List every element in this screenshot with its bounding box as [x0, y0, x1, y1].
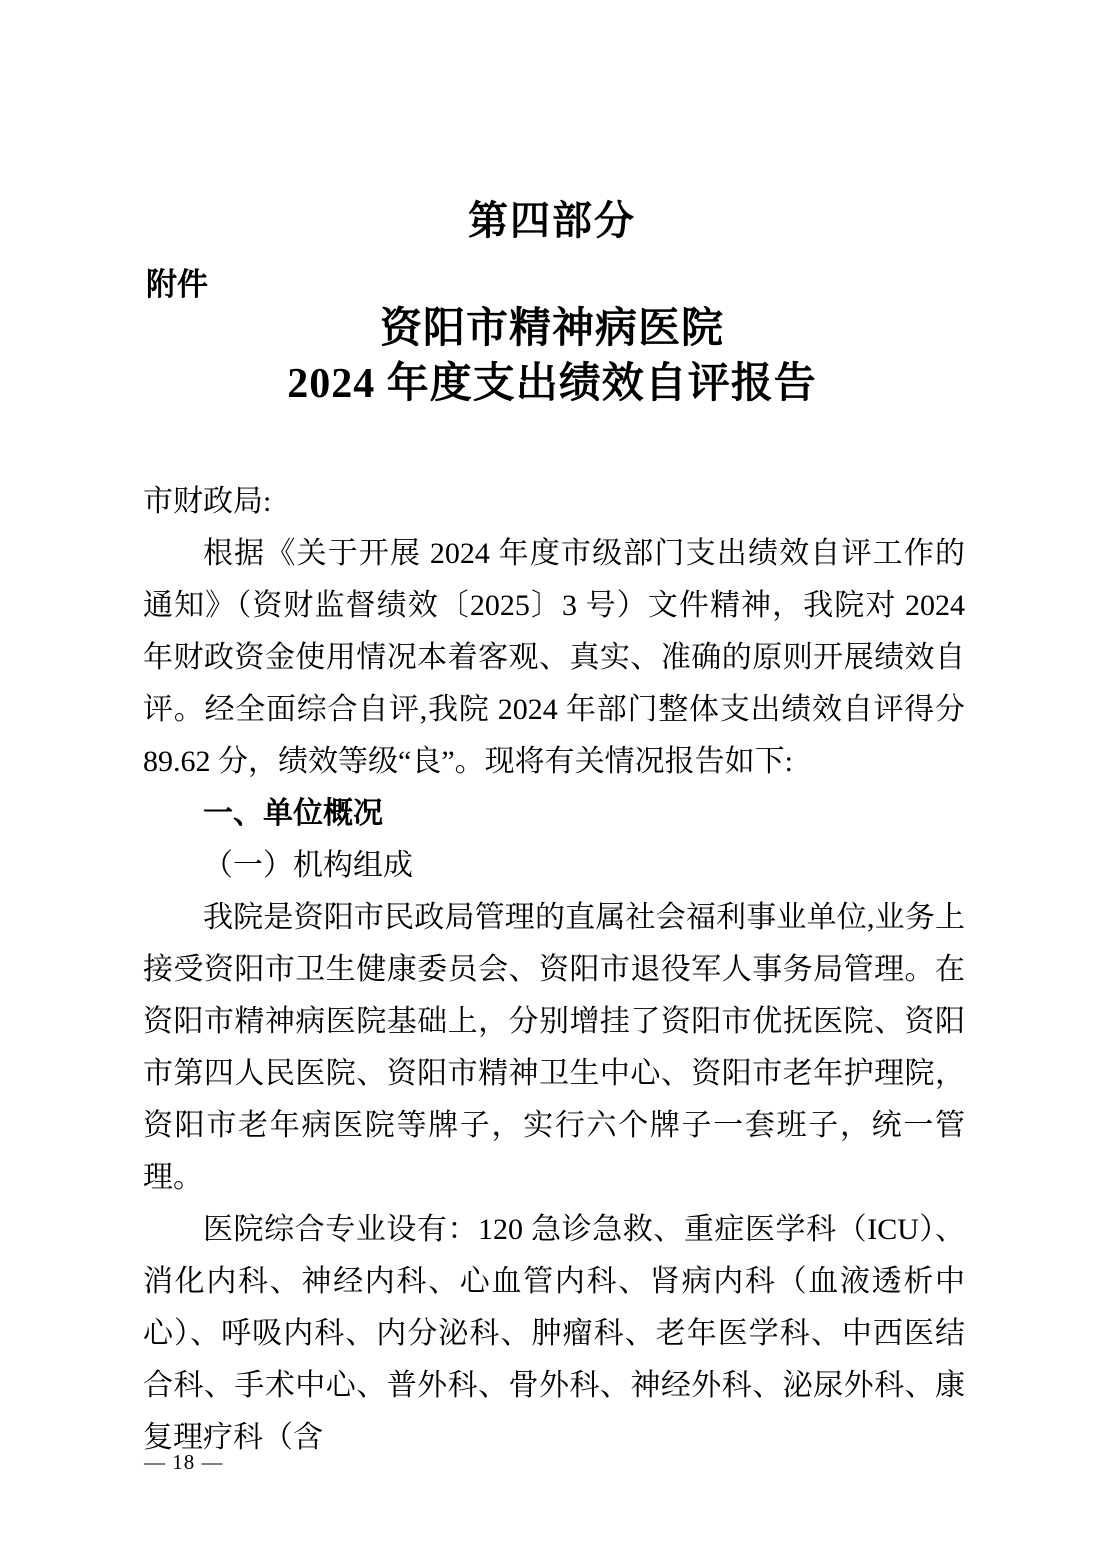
document-body [143, 476, 965, 1464]
subsection-heading: （一）机构组成 [203, 849, 413, 882]
document-title [139, 302, 965, 412]
document-title-line2: 2024 年度支出绩效自评报告 [287, 361, 817, 407]
intro-paragraph: 根据《关于开展 2024 年度市级部门支出绩效自评工作的通知》（资财监督绩效〔2025〕3 号）文件精神，我院对 2024 年财政资金使用情况本着客观、真实、准确的原则开展绩效自评。经全面综合自评,我院 2024 年部门整体支出绩效自评得分 89.62 分，绩效等级“良”。现将有关情况报告如下: [143, 537, 965, 778]
org-paragraph: 我院是资阳市民政局管理的直属社会福利事业单位,业务上接受资阳市卫生健康委员会、资阳市退役军人事务局管理。在资阳市精神病医院基础上，分别增挂了资阳市优抚医院、资阳市第四人民医院、资阳市精神卫生中心、资阳市老年护理院，资阳市老年病医院等牌子，实行六个牌子一套班子，统一管理。 [143, 901, 965, 1194]
document-title-line1: 资阳市精神病医院 [379, 306, 724, 352]
attachment-label: 附件 [146, 267, 208, 302]
page-number: — 18 — [144, 1450, 224, 1474]
part-title: 第四部分 [468, 199, 636, 243]
salutation: 市财政局: [143, 485, 272, 518]
departments-paragraph: 医院综合专业设有：120 急诊急救、重症医学科（ICU）、消化内科、神经内科、心血管内科、肾病内科（血液透析中心）、呼吸内科、内分泌科、肿瘤科、老年医学科、中西医结合科、手术中心、普外科、骨外科、神经外科、泌尿外科、康复理疗科（含 [143, 1213, 965, 1454]
section-heading: 一、单位概况 [203, 797, 383, 830]
